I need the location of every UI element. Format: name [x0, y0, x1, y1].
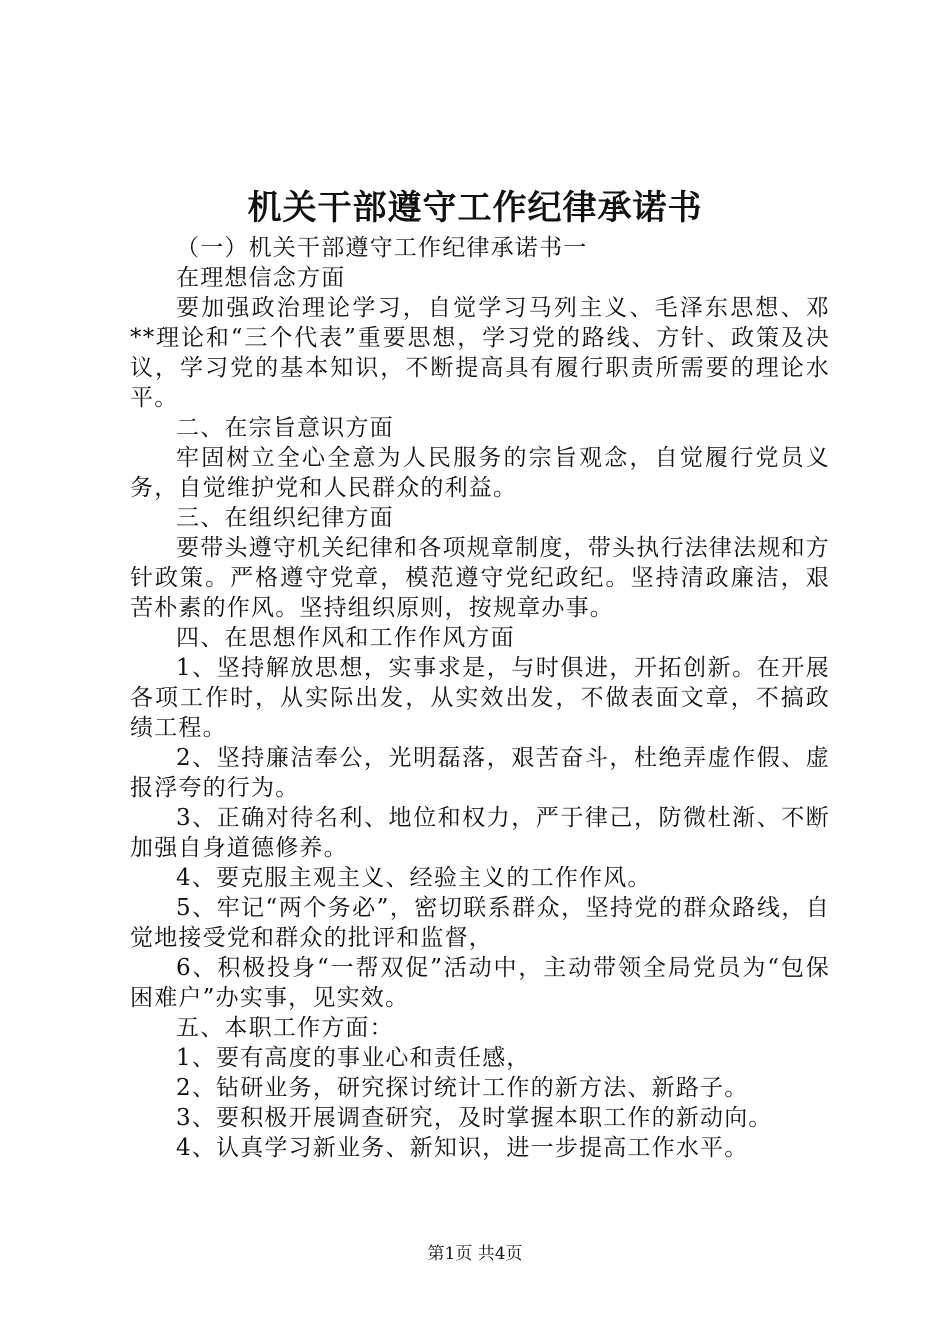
paragraph: 牢固树立全心全意为人民服务的宗旨观念，自觉履行党员义务，自觉维护党和人民群众的利益。 — [130, 445, 830, 501]
document-body — [130, 233, 830, 1163]
paragraph: 要加强政治理论学习，自觉学习马列主义、毛泽东思想、邓**理论和“三个代表”重要思想，学习党的路线、方针、政策及决议，学习党的基本知识，不断提高具有履行职责所需要的理论水平。 — [130, 295, 830, 411]
paragraph: 3、正确对待名利、地位和权力，严于律己，防微杜渐、不断加强自身道德修养。 — [130, 805, 830, 861]
paragraph: 6、积极投身“一帮双促”活动中，主动带领全局党员为“包保困难户”办实事，见实效。 — [130, 955, 830, 1011]
paragraph: 要带头遵守机关纪律和各项规章制度，带头执行法律法规和方针政策。严格遵守党章，模范遵守党纪政纪。坚持清政廉洁，艰苦朴素的作风。坚持组织原则，按规章办事。 — [130, 535, 830, 621]
paragraph: 4、要克服主观主义、经验主义的工作作风。 — [176, 865, 652, 891]
page-number-footer: 第1页 共4页 — [427, 1244, 523, 1264]
paragraph: 五、本职工作方面： — [176, 1015, 394, 1041]
paragraph: （一）机关干部遵守工作纪律承诺书一 — [176, 235, 588, 261]
paragraph: 3、要积极开展调查研究，及时掌握本职工作的新动向。 — [176, 1105, 773, 1131]
paragraph: 三、在组织纪律方面 — [176, 505, 394, 531]
paragraph: 1、要有高度的事业心和责任感， — [176, 1045, 531, 1071]
paragraph: 5、牢记“两个务必”，密切联系群众，坚持党的群众路线，自觉地接受党和群众的批评和监督， — [130, 895, 830, 951]
paragraph: 4、认真学习新业务、新知识，进一步提高工作水平。 — [176, 1135, 749, 1161]
document-title: 机关干部遵守工作纪律承诺书 — [247, 188, 703, 228]
paragraph: 2、钻研业务，研究探讨统计工作的新方法、新路子。 — [176, 1075, 749, 1101]
paragraph: 在理想信念方面 — [176, 265, 346, 291]
paragraph: 四、在思想作风和工作作风方面 — [176, 625, 515, 651]
paragraph: 2、坚持廉洁奉公，光明磊落，艰苦奋斗，杜绝弄虚作假、虚报浮夸的行为。 — [130, 745, 830, 801]
paragraph: 1、坚持解放思想，实事求是，与时俱进，开拓创新。在开展各项工作时，从实际出发，从实效出发，不做表面文章，不搞政绩工程。 — [130, 655, 830, 741]
paragraph: 二、在宗旨意识方面 — [176, 415, 394, 441]
